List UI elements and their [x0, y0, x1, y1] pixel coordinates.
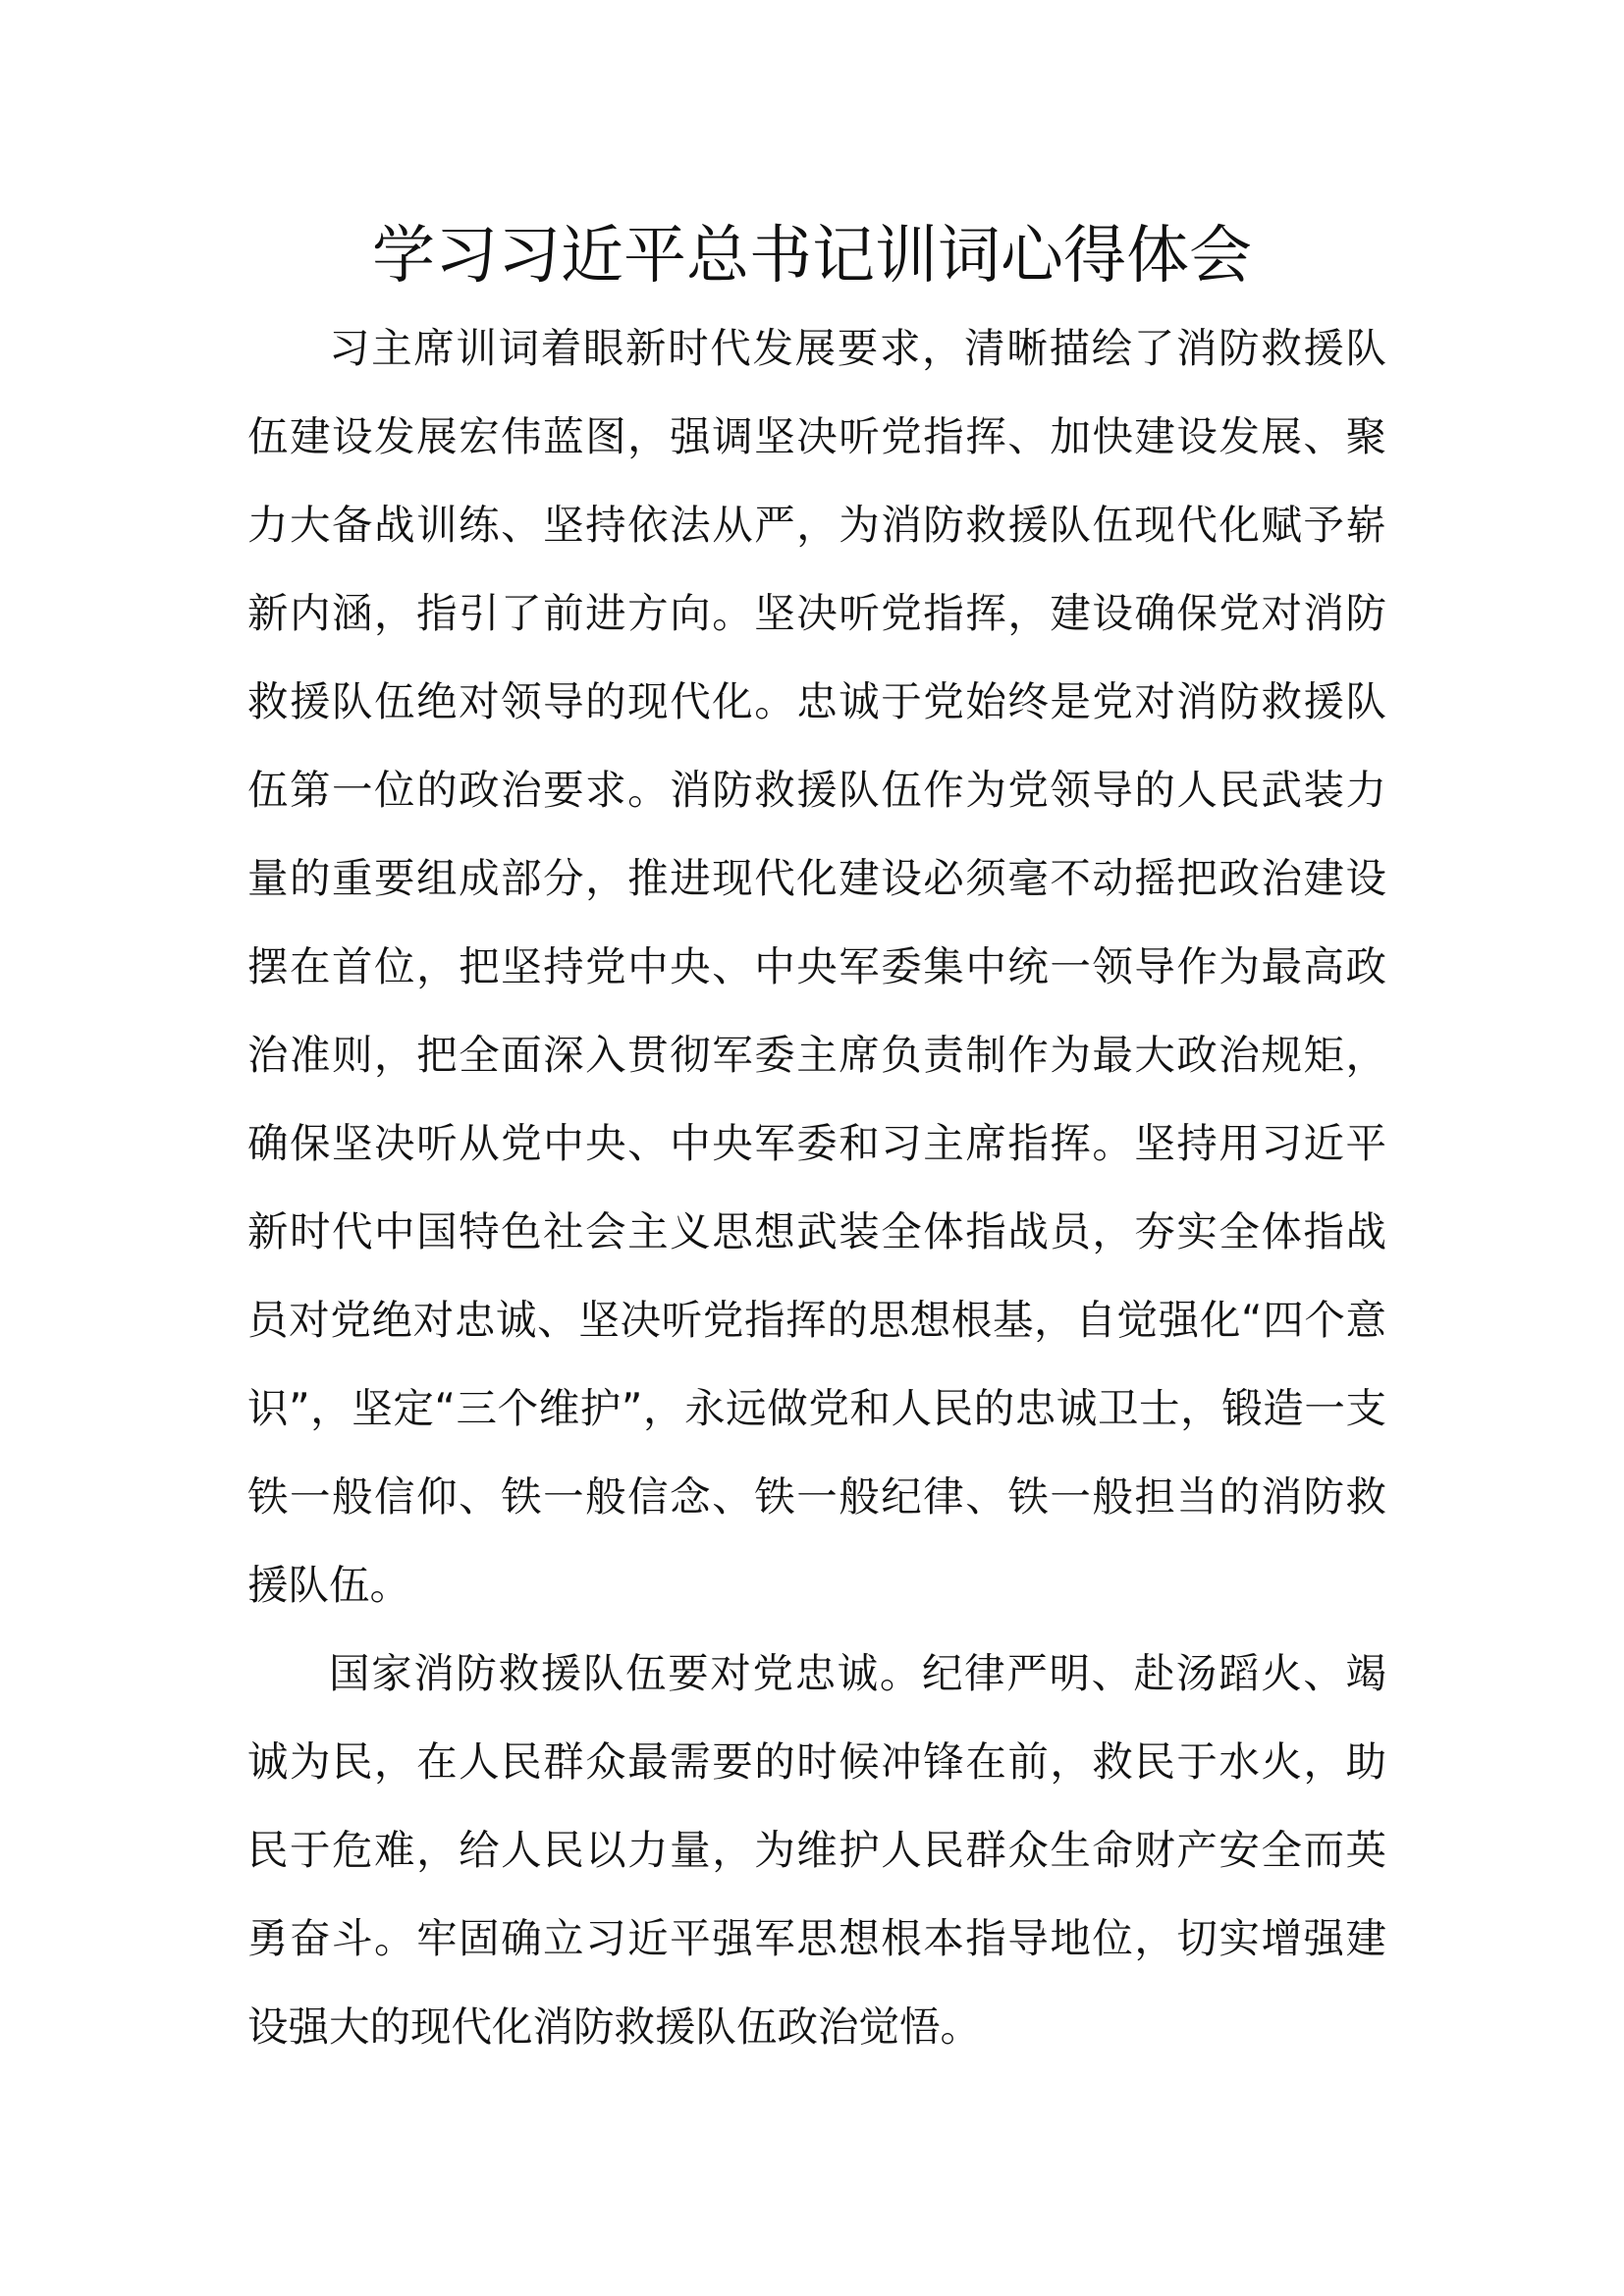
document-title: 学习习近平总书记训词心得体会 — [372, 220, 1252, 293]
paragraph-1: 习主席训词着眼新时代发展要求，清晰描绘了消防救援队伍建设发展宏伟蓝图，强调坚决听党指挥、加快建设发展、聚力大备战训练、坚持依法从严，为消防救援队伍现代化赋予崭新内涵，指引了前进方向。坚决听党指挥，建设确保党对消防救援队伍绝对领导的现代化。忠诚于党始终是党对消防救援队伍第一位的政治要求。消防救援队伍作为党领导的人民武装力量的重要组成部分，推进现代化建设必须毫不动摇把政治建设摆在首位，把坚持党中央、中央军委集中统一领导作为最高政治准则，把全面深入贯彻军委主席负责制作为最大政治规矩，确保坚决听从党中央、中央军委和习主席指挥。坚持用习近平新时代中国特色社会主义思想武装全体指战员，夯实全体指战员对党绝对忠诚、坚决听党指挥的思想根基，自觉强化“四个意识”，坚定“三个维护”，永远做党和人民的忠诚卫士，锻造一支铁一般信仰、铁一般信念、铁一般纪律、铁一般担当的消防救援队伍。 — [247, 324, 1386, 1609]
paragraph-2: 国家消防救援队伍要对党忠诚。纪律严明、赴汤蹈火、竭诚为民，在人民群众最需要的时候冲锋在前，救民于水火，助民于危难，给人民以力量，为维护人民群众生命财产安全而英勇奋斗。牢固确立习近平强军思想根本指导地位，切实增强建设强大的现代化消防救援队伍政治觉悟。 — [247, 1649, 1386, 2051]
document-body — [247, 304, 1386, 2071]
